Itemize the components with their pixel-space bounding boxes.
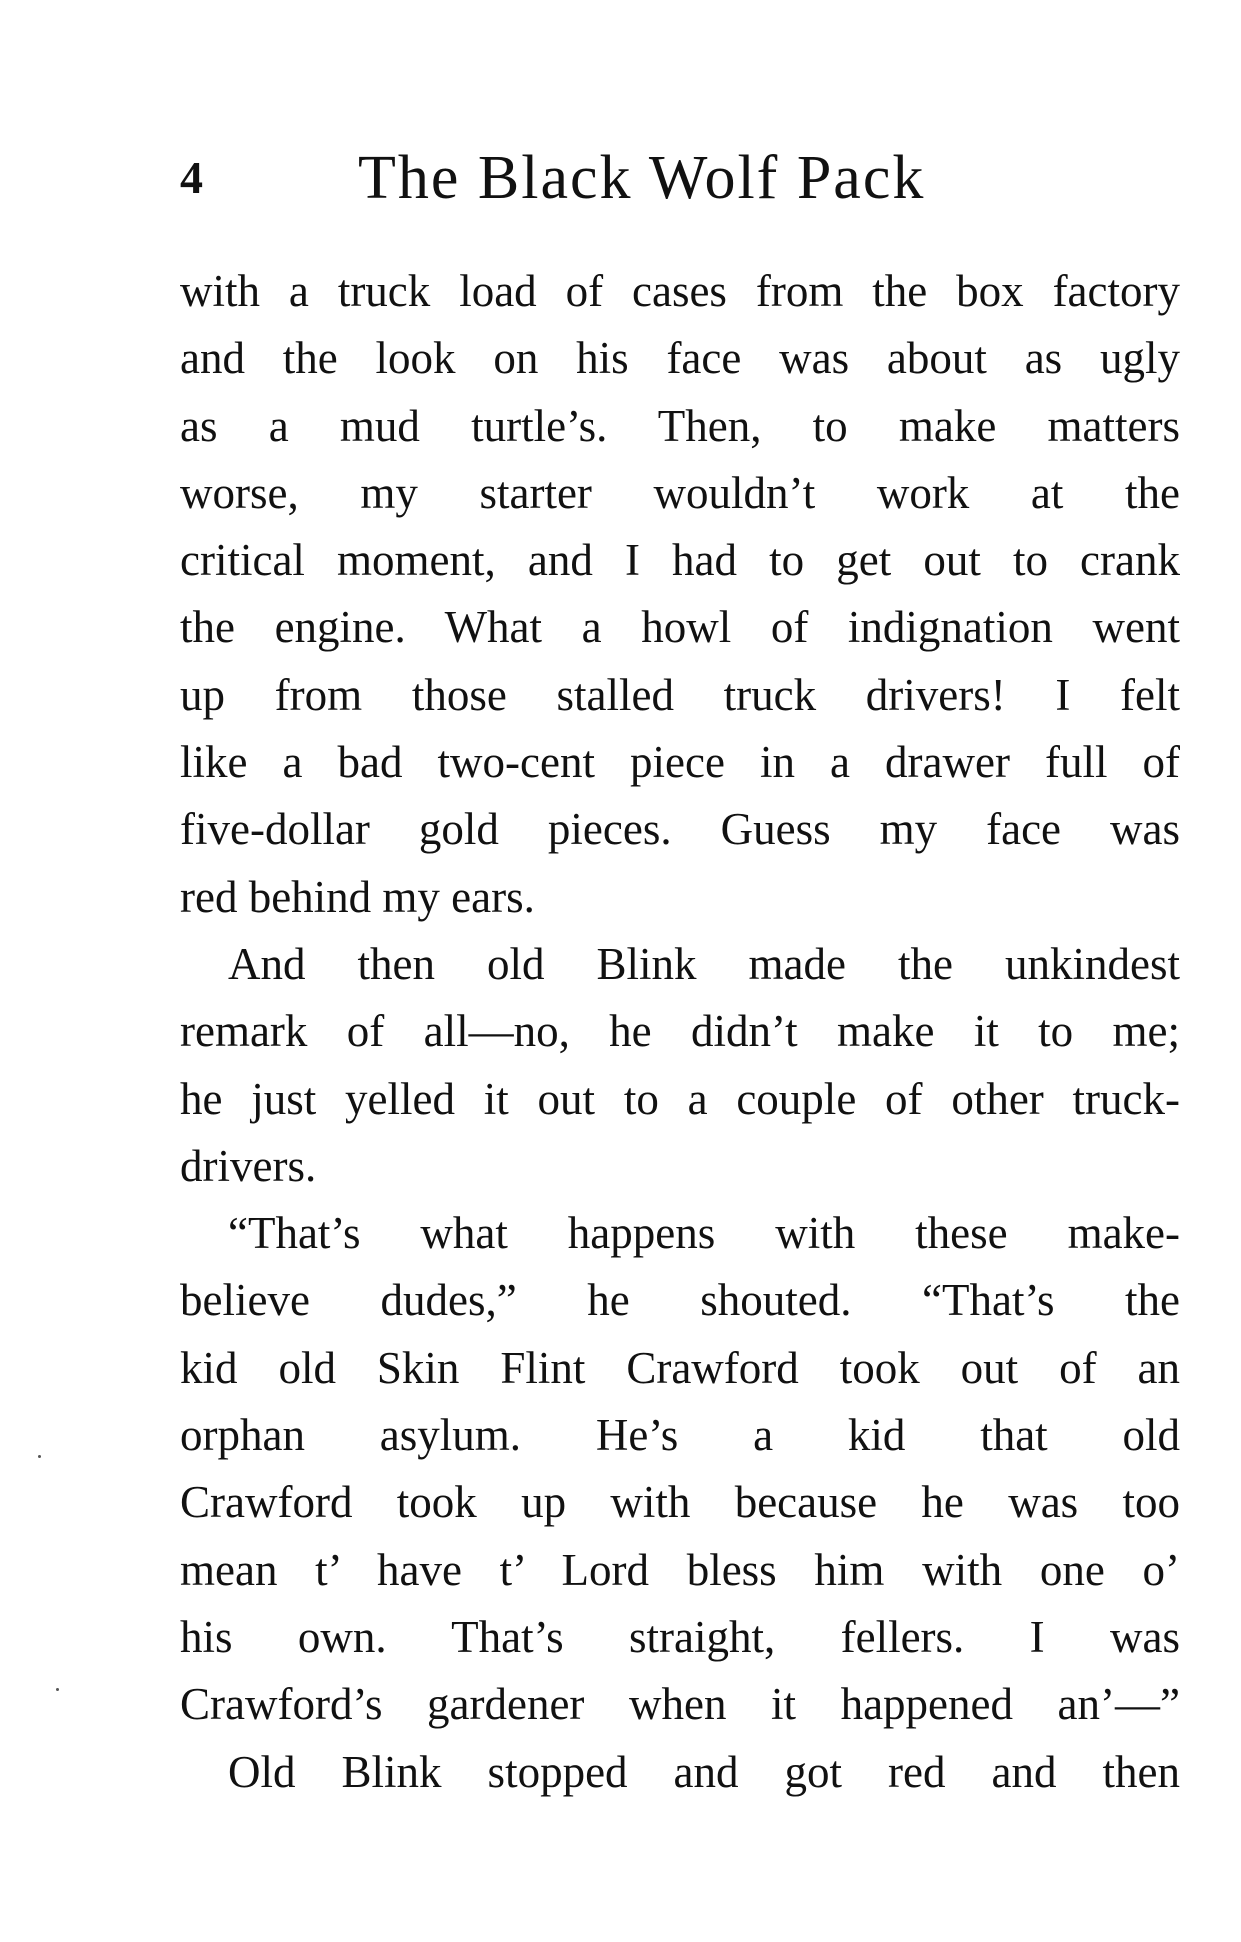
text-line: worse, my starter wouldn’t work at the xyxy=(180,467,1180,518)
text-line: drivers. xyxy=(180,1140,317,1191)
text-line: the engine. What a howl of indignation went xyxy=(180,602,1180,653)
text-line: Crawford took up with because he was too xyxy=(180,1477,1180,1528)
text-line: up from those stalled truck drivers! I felt xyxy=(180,669,1180,720)
text-line: five-dollar gold pieces. Guess my face was xyxy=(180,804,1180,855)
text-line: mean t’ have t’ Lord bless him with one o’ xyxy=(180,1544,1180,1595)
text-line: Crawford’s gardener when it happened an’—” xyxy=(180,1679,1180,1730)
scan-speck xyxy=(56,1688,59,1691)
page-number: 4 xyxy=(180,152,203,203)
text-line: and the look on his face was about as ugly xyxy=(180,333,1180,384)
text-line: Old Blink stopped and got red and then xyxy=(228,1746,1180,1797)
text-line: orphan asylum. He’s a kid that old xyxy=(180,1410,1180,1461)
text-line: “That’s what happens with these make- xyxy=(228,1208,1180,1259)
body-text xyxy=(180,258,1180,1806)
scan-speck xyxy=(38,1455,41,1458)
text-line: like a bad two-cent piece in a drawer full of xyxy=(180,737,1180,788)
text-line: red behind my ears. xyxy=(180,871,535,922)
text-line: as a mud turtle’s. Then, to make matters xyxy=(180,400,1180,451)
text-line: believe dudes,” he shouted. “That’s the xyxy=(180,1275,1180,1326)
page-header xyxy=(180,140,1180,220)
text-line: And then old Blink made the unkindest xyxy=(228,938,1180,989)
running-title: The Black Wolf Pack xyxy=(358,144,926,212)
text-line: critical moment, and I had to get out to crank xyxy=(180,535,1180,586)
text-line: he just yelled it out to a couple of other truck- xyxy=(180,1073,1180,1124)
text-line: kid old Skin Flint Crawford took out of an xyxy=(180,1342,1180,1393)
text-line: his own. That’s straight, fellers. I was xyxy=(180,1611,1180,1662)
text-line: remark of all—no, he didn’t make it to me; xyxy=(180,1006,1180,1057)
text-line: with a truck load of cases from the box factory xyxy=(180,266,1180,316)
